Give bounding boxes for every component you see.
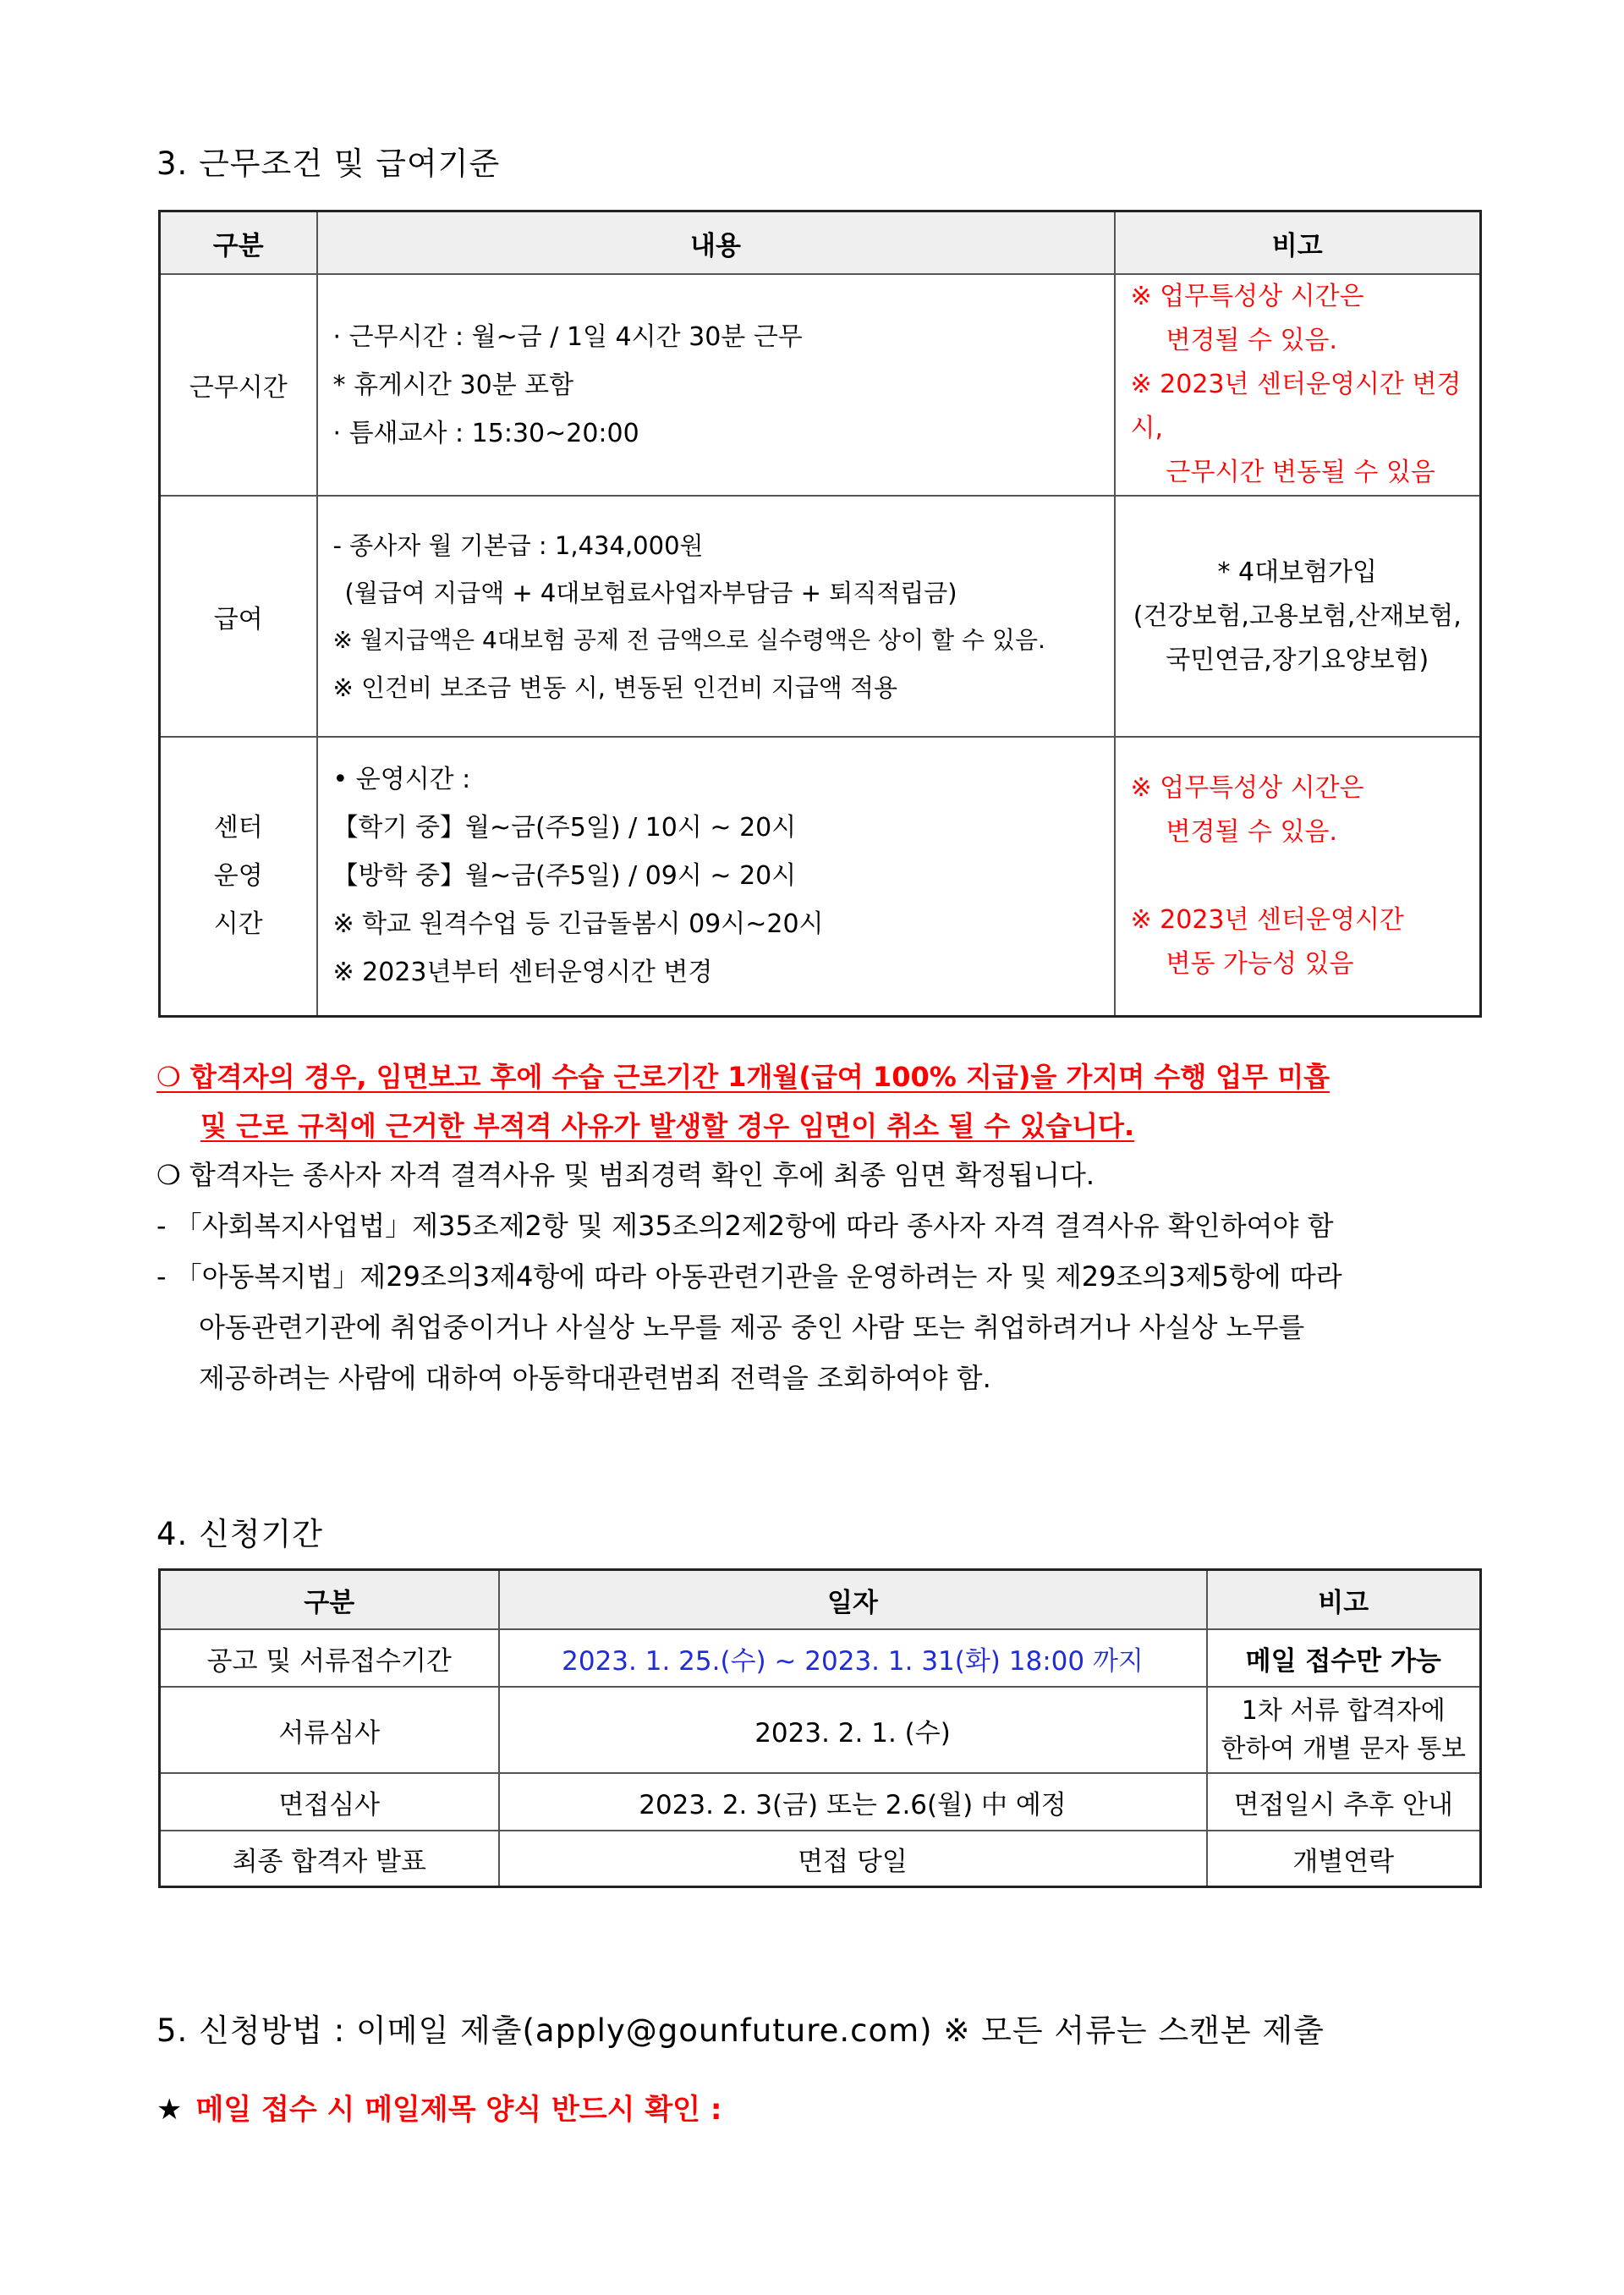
label-line: 시간 <box>213 909 263 940</box>
row-content-work-hours <box>317 274 1115 496</box>
final-confirmation-notice: ❍ 합격자는 종사자 자격 결격사유 및 범죄경력 확인 후에 최종 임면 확정됩니다. <box>156 1159 1095 1191</box>
header-remarks: 비고 <box>1115 211 1481 275</box>
note-line: * 4대보험가입 <box>1217 557 1378 587</box>
header-date: 일자 <box>499 1570 1207 1630</box>
schedule-note: 메일 접수만 가능 <box>1207 1629 1481 1687</box>
row-content-salary <box>317 496 1115 737</box>
row-note-salary <box>1115 496 1481 737</box>
table-row <box>160 1831 1481 1887</box>
table-row <box>160 1629 1481 1687</box>
schedule-label: 공고 및 서류접수기간 <box>160 1629 499 1687</box>
content-line: (월급여 지급액 + 4대보험료사업자부담금 + 퇴직적립금) <box>344 578 957 607</box>
note-line: 변경될 수 있음. <box>1166 816 1337 847</box>
note-line: ※ 2023년 센터운영시간 변경 시, <box>1130 370 1462 443</box>
schedule-note: 면접일시 추후 안내 <box>1207 1773 1481 1831</box>
row-label-center-hours <box>160 737 317 1016</box>
content-line: · 근무시간 : 월~금 / 1일 4시간 30분 근무 <box>332 321 803 352</box>
header-category: 구분 <box>160 1570 499 1630</box>
label-line: 센터 <box>213 813 263 843</box>
content-line: - 종사자 월 기본급 : 1,434,000원 <box>332 530 704 560</box>
header-content: 내용 <box>317 211 1115 275</box>
table-row <box>160 496 1481 737</box>
schedule-label: 면접심사 <box>160 1773 499 1831</box>
schedule-note <box>1207 1687 1481 1773</box>
section-5-title: 5. 신청방법 : 이메일 제출(apply@gounfuture.com) ※ 모든 서류는 스캔본 제출 <box>156 2012 1325 2049</box>
table-header-row <box>160 211 1481 275</box>
schedule-date: 2023. 2. 3(금) 또는 2.6(월) 中 예정 <box>499 1773 1207 1831</box>
section-3-title: 3. 근무조건 및 급여기준 <box>156 145 501 182</box>
section-4-title: 4. 신청기간 <box>156 1516 324 1552</box>
content-line: ※ 인건비 보조금 변동 시, 변동된 인건비 지급액 적용 <box>332 673 898 702</box>
table-row <box>160 737 1481 1016</box>
work-conditions-table <box>158 210 1482 1018</box>
table-row <box>160 274 1481 496</box>
content-line: 【학기 중】월~금(주5일) / 10시 ~ 20시 <box>332 813 797 843</box>
probation-notice-line-2: 및 근로 규칙에 근거한 부적격 사유가 발생할 경우 임면이 취소 될 수 있습니다. <box>200 1110 1135 1142</box>
content-line: ※ 학교 원격수업 등 긴급돌봄시 09시~20시 <box>332 909 824 940</box>
schedule-date: 면접 당일 <box>499 1831 1207 1887</box>
welfare-law-notice: - 「사회복지사업법」제35조제2항 및 제35조의2제2항에 따라 종사자 자격 결격사유 확인하여야 함 <box>156 1210 1334 1242</box>
row-note-work-hours <box>1115 274 1481 496</box>
note-line: 근무시간 변동될 수 있음 <box>1166 458 1435 487</box>
note-line: ※ 업무특성상 시간은 <box>1130 772 1364 803</box>
row-content-center-hours <box>317 737 1115 1016</box>
row-label-salary: 급여 <box>160 496 317 737</box>
content-line: · 틈새교사 : 15:30~20:00 <box>332 418 639 448</box>
email-subject-notice <box>156 2086 721 2128</box>
schedule-date: 2023. 1. 25.(수) ~ 2023. 1. 31(화) 18:00 까지 <box>499 1629 1207 1687</box>
note-line: (건강보험,고용보험,산재보험, <box>1133 601 1462 631</box>
schedule-label: 최종 합격자 발표 <box>160 1831 499 1887</box>
table-row <box>160 1773 1481 1831</box>
content-line: ※ 2023년부터 센터운영시간 변경 <box>332 958 713 988</box>
content-line: 【방학 중】월~금(주5일) / 09시 ~ 20시 <box>332 861 797 892</box>
table-row <box>160 1687 1481 1773</box>
schedule-note: 개별연락 <box>1207 1831 1481 1887</box>
row-note-center-hours <box>1115 737 1481 1016</box>
header-remarks: 비고 <box>1207 1570 1481 1630</box>
note-line: 변동 가능성 있음 <box>1166 948 1354 979</box>
child-welfare-law-line-1: - 「아동복지법」제29조의3제4항에 따라 아동관련기관을 운영하려는 자 및 제29조의3제5항에 따라 <box>156 1260 1342 1293</box>
application-schedule-table <box>158 1568 1482 1888</box>
table-header-row <box>160 1570 1481 1630</box>
content-line: * 휴게시간 30분 포함 <box>332 370 574 400</box>
email-subject-notice-text: 메일 접수 시 메일제목 양식 반드시 확인 : <box>195 2093 722 2127</box>
child-welfare-law-line-3: 제공하려는 사람에 대하여 아동학대관련범죄 전력을 조회하여야 함. <box>199 1362 991 1394</box>
note-line: 1차 서류 합격자에 <box>1241 1696 1446 1726</box>
note-line: ※ 2023년 센터운영시간 <box>1130 904 1404 935</box>
content-line: ※ 월지급액은 4대보험 공제 전 금액으로 실수령액은 상이 할 수 있음. <box>332 625 1045 654</box>
star-icon: ★ <box>156 2093 183 2127</box>
note-line: 한하여 개별 문자 통보 <box>1221 1734 1466 1764</box>
note-line: ※ 업무특성상 시간은 <box>1130 282 1364 311</box>
note-line: 변경될 수 있음. <box>1166 326 1337 355</box>
note-line: 국민연금,장기요양보험) <box>1166 645 1429 675</box>
probation-notice-line-1: ❍ 합격자의 경우, 임면보고 후에 수습 근로기간 1개월(급여 100% 지급)을 가지며 수행 업무 미흡 <box>156 1061 1330 1093</box>
child-welfare-law-line-2: 아동관련기관에 취업중이거나 사실상 노무를 제공 중인 사람 또는 취업하려거나 사실상 노무를 <box>199 1311 1305 1343</box>
schedule-label: 서류심사 <box>160 1687 499 1773</box>
content-line: • 운영시간 : <box>332 765 471 795</box>
header-category: 구분 <box>160 211 317 275</box>
label-line: 운영 <box>213 861 263 892</box>
row-label-work-hours: 근무시간 <box>160 274 317 496</box>
schedule-date: 2023. 2. 1. (수) <box>499 1687 1207 1773</box>
